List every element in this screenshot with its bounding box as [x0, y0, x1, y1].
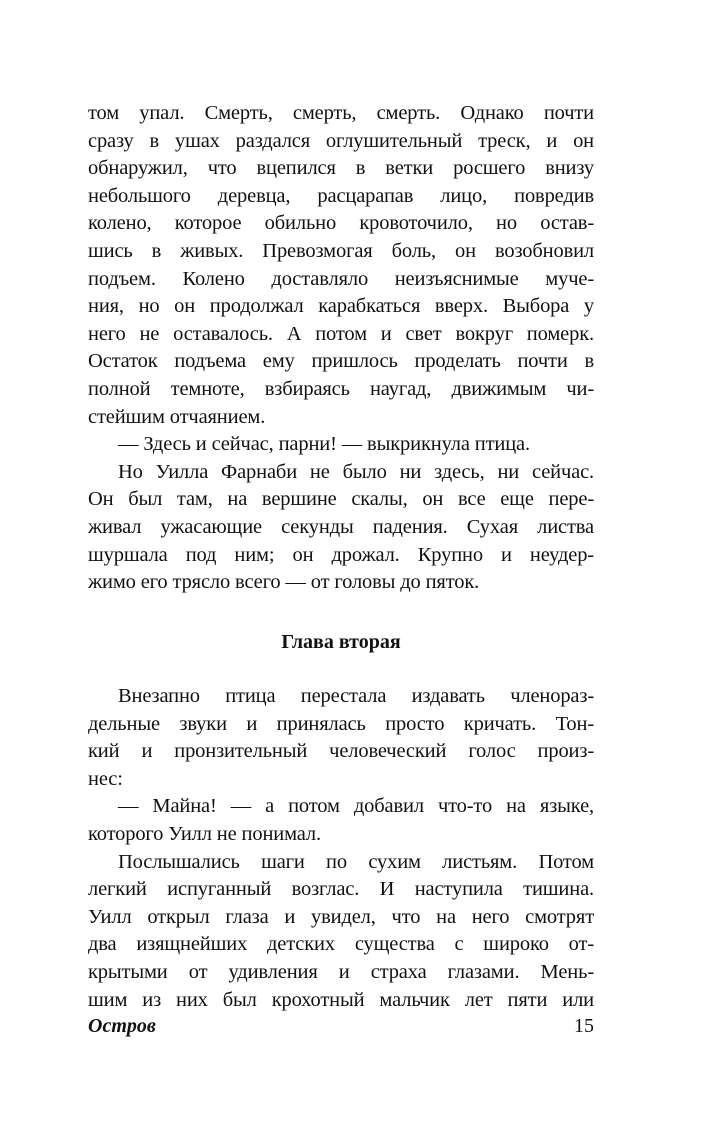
text-line: шуршала под ним; он дрожал. Крупно и неудер- [88, 543, 594, 566]
paragraph [88, 849, 594, 1015]
paragraph [88, 100, 594, 431]
text-line: — Здесь и сейчас, парни! — выкрикнула птица. [118, 433, 530, 456]
text-line: обнаружил, что вцепился в ветки росшего внизу [88, 157, 594, 180]
text-line: том упал. Смерть, смерть, смерть. Однако почти [88, 102, 594, 124]
text-line: Внезапно птица перестала издавать членораз- [118, 685, 594, 707]
text-line: шим из них был крохотный мальчик лет пяти или [88, 988, 594, 1011]
text-line: стейшим отчаянием. [88, 405, 266, 428]
text-line: — Майна! — а потом добавил что-то на языке, [118, 795, 594, 818]
text-line: сразу в ушах раздался оглушительный треск, и он [88, 129, 594, 152]
text-line: Послышались шаги по сухим листьям. Потом [118, 850, 594, 873]
paragraph [88, 431, 594, 459]
paragraph [88, 793, 594, 848]
paragraph [88, 459, 594, 597]
text-line: дельные звуки и принялась просто кричать. Тон- [88, 712, 594, 735]
text-line: крытыми от удивления и страха глазами. Мень- [88, 960, 594, 983]
text-line: кий и пронзительный человеческий голос произ- [88, 740, 594, 763]
paragraph [88, 683, 594, 793]
chapter-title: Глава вторая [281, 631, 401, 653]
text-line: полной темноте, взбираясь наугад, движимым чи- [88, 377, 594, 400]
text-line: Но Уилла Фарнаби не было ни здесь, ни сейчас. [118, 460, 594, 483]
text-line: легкий испуганный возглас. И наступила тишина. [88, 878, 594, 901]
text-line: живал ужасающие секунды падения. Сухая листва [88, 515, 594, 538]
running-footer-title: Остров [88, 1015, 156, 1037]
page-footer [88, 1012, 594, 1040]
text-line: небольшого деревца, расцарапав лицо, повредив [88, 184, 594, 207]
text-line: подъем. Колено доставляло неизъяснимые муче- [88, 267, 594, 290]
text-line: жимо его трясло всего — от головы до пяток. [88, 571, 480, 594]
text-line: нес: [88, 767, 123, 790]
text-line: Он был там, на вершине скалы, он все еще пере- [88, 488, 594, 511]
text-block-upper [88, 100, 594, 597]
text-line: два изящнейших детских существа с широко от- [88, 933, 594, 956]
text-line: ния, но он продолжал карабкаться вверх. Выбора у [88, 295, 594, 318]
text-line: Остаток подъема ему пришлось проделать почти в [88, 350, 594, 373]
text-line: которого Уилл не понимал. [88, 822, 321, 845]
text-block-lower [88, 683, 594, 1014]
text-line: шись в живых. Превозмогая боль, он возобновил [88, 239, 594, 262]
text-line: него не оставалось. А потом и свет вокруг померк. [88, 322, 594, 345]
text-line: колено, которое обильно кровоточило, но остав- [88, 212, 594, 235]
text-line: Уилл открыл глаза и увидел, что на него смотрят [88, 905, 594, 928]
page-number: 15 [574, 1015, 594, 1037]
